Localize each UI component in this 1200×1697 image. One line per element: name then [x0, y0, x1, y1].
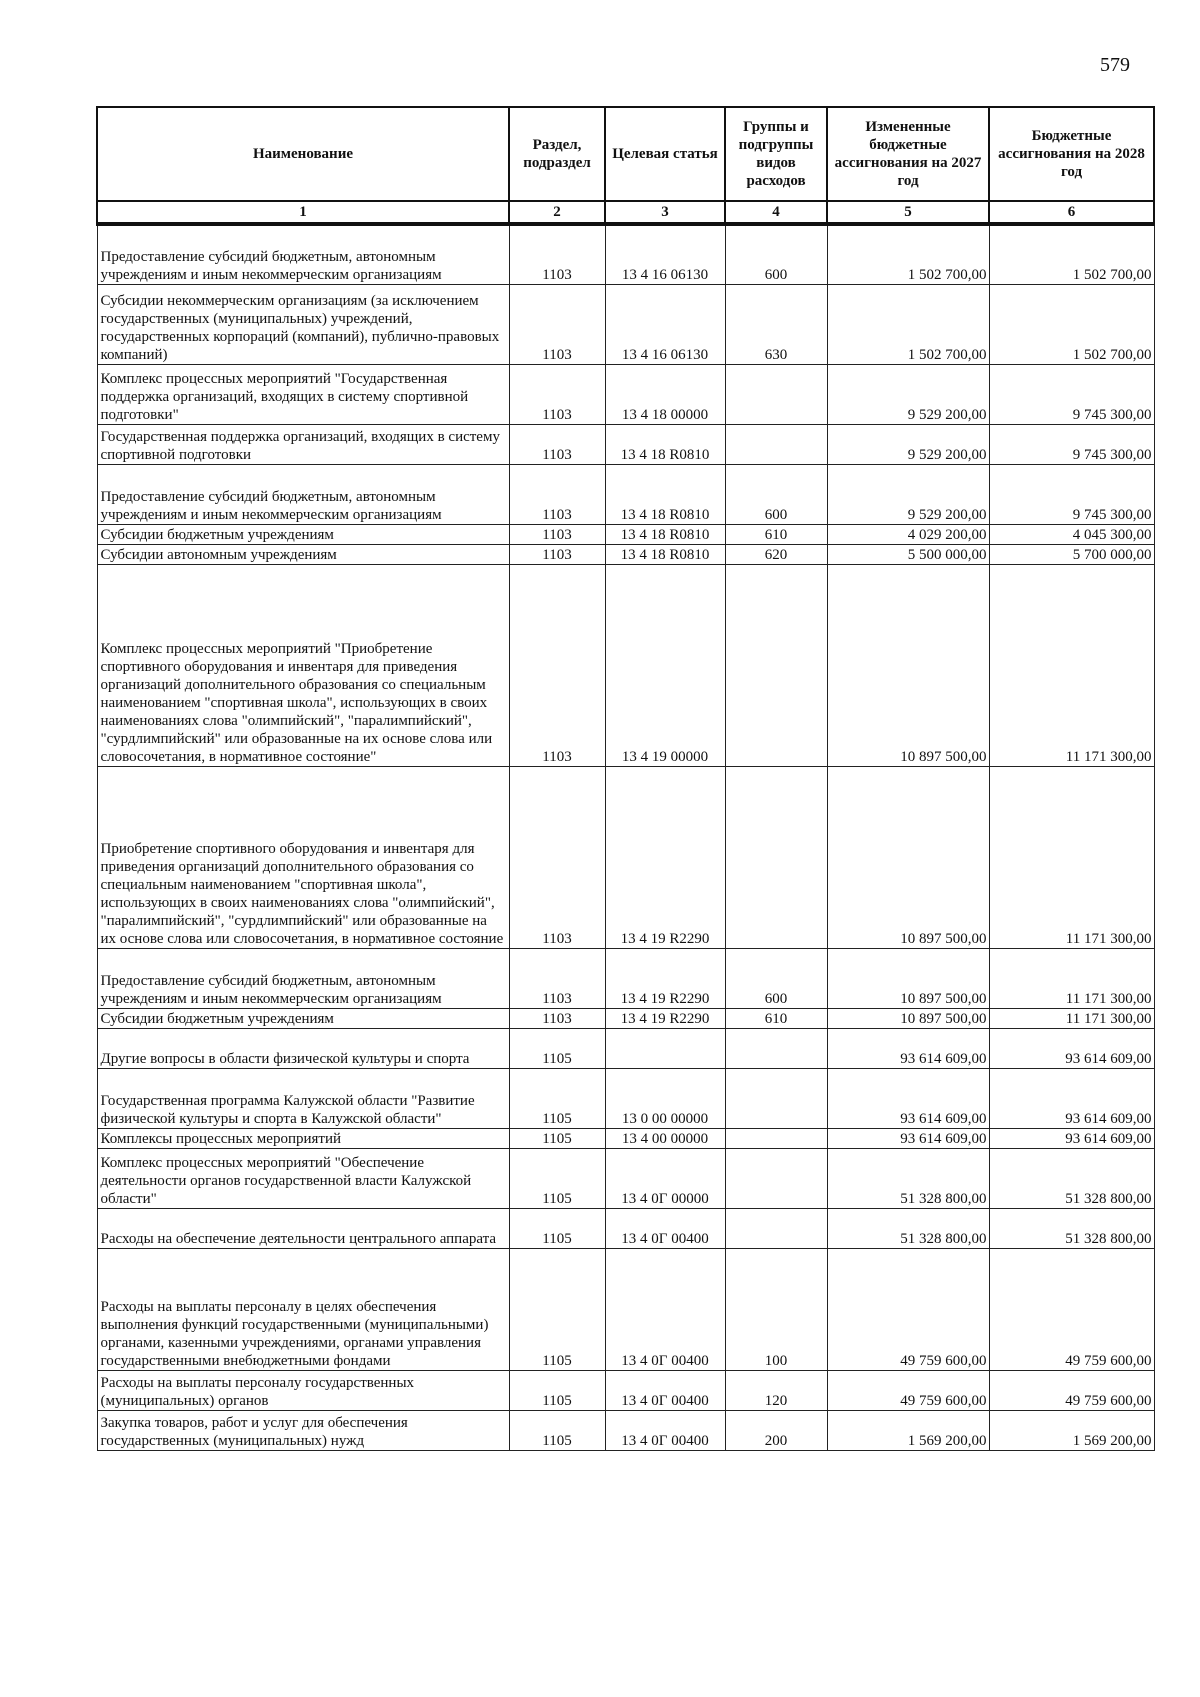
table-row [97, 544, 1154, 564]
row-razdel: 1103 [509, 544, 605, 564]
row-vid: 600 [725, 464, 827, 524]
row-amount-2028: 11 171 300,00 [989, 766, 1154, 948]
table-header [97, 107, 1154, 224]
row-statya [605, 1028, 725, 1068]
row-statya: 13 0 00 00000 [605, 1068, 725, 1128]
row-amount-2028: 9 745 300,00 [989, 364, 1154, 424]
row-name: Приобретение спортивного оборудования и инвентаря для приведения организаций дополнительного образования со специальным наименованием "спортивная школа", использующих в своих наименованиях слова "олимпийский", "паралимпийский", "сурдлимпийский" или образованные на их основе слова или словосочетания, в нормативное состояние [97, 766, 509, 948]
row-vid [725, 1028, 827, 1068]
row-razdel: 1103 [509, 424, 605, 464]
row-amount-2028: 11 171 300,00 [989, 564, 1154, 766]
row-vid: 610 [725, 1008, 827, 1028]
row-amount-2028: 49 759 600,00 [989, 1248, 1154, 1370]
row-name: Предоставление субсидий бюджетным, автономным учреждениям и иным некоммерческим организациям [97, 948, 509, 1008]
table-row [97, 464, 1154, 524]
header-number-3: 3 [605, 201, 725, 224]
row-name: Расходы на выплаты персоналу государственных (муниципальных) органов [97, 1370, 509, 1410]
table-row [97, 1208, 1154, 1248]
row-razdel: 1103 [509, 364, 605, 424]
row-name: Расходы на выплаты персоналу в целях обеспечения выполнения функций государственными (муниципальными) органами, казенными учреждениями, органами управления государственными внебюджетными фондами [97, 1248, 509, 1370]
row-amount-2027: 10 897 500,00 [827, 1008, 989, 1028]
row-amount-2027: 10 897 500,00 [827, 564, 989, 766]
header-number-2: 2 [509, 201, 605, 224]
row-razdel: 1105 [509, 1370, 605, 1410]
table-row [97, 1370, 1154, 1410]
row-vid [725, 1068, 827, 1128]
header-razdel: Раздел, подраздел [509, 107, 605, 201]
table-row [97, 948, 1154, 1008]
row-statya: 13 4 18 R0810 [605, 424, 725, 464]
row-vid: 600 [725, 224, 827, 284]
table-body [97, 224, 1154, 1450]
row-vid: 610 [725, 524, 827, 544]
row-amount-2027: 9 529 200,00 [827, 364, 989, 424]
row-statya: 13 4 18 R0810 [605, 524, 725, 544]
header-number-5: 5 [827, 201, 989, 224]
row-amount-2027: 93 614 609,00 [827, 1068, 989, 1128]
row-amount-2027: 10 897 500,00 [827, 948, 989, 1008]
row-statya: 13 4 19 R2290 [605, 1008, 725, 1028]
row-vid [725, 1128, 827, 1148]
row-vid [725, 564, 827, 766]
row-amount-2028: 1 502 700,00 [989, 284, 1154, 364]
row-vid: 100 [725, 1248, 827, 1370]
row-amount-2027: 51 328 800,00 [827, 1148, 989, 1208]
row-vid [725, 364, 827, 424]
table-row [97, 1028, 1154, 1068]
header-number-4: 4 [725, 201, 827, 224]
header-number-1: 1 [97, 201, 509, 224]
row-statya: 13 4 0Г 00400 [605, 1248, 725, 1370]
table-row [97, 364, 1154, 424]
row-statya: 13 4 0Г 00400 [605, 1410, 725, 1450]
row-name: Комплексы процессных мероприятий [97, 1128, 509, 1148]
row-amount-2028: 93 614 609,00 [989, 1028, 1154, 1068]
row-razdel: 1103 [509, 224, 605, 284]
row-vid: 600 [725, 948, 827, 1008]
row-statya: 13 4 0Г 00400 [605, 1208, 725, 1248]
row-name: Субсидии бюджетным учреждениям [97, 524, 509, 544]
row-amount-2028: 51 328 800,00 [989, 1208, 1154, 1248]
header-name: Наименование [97, 107, 509, 201]
row-vid [725, 1208, 827, 1248]
row-name: Предоставление субсидий бюджетным, автономным учреждениям и иным некоммерческим организациям [97, 464, 509, 524]
header-vid: Группы и подгруппы видов расходов [725, 107, 827, 201]
page-number: 579 [1100, 54, 1130, 76]
table-row [97, 1128, 1154, 1148]
row-name: Закупка товаров, работ и услуг для обеспечения государственных (муниципальных) нужд [97, 1410, 509, 1450]
row-amount-2027: 49 759 600,00 [827, 1370, 989, 1410]
row-amount-2027: 9 529 200,00 [827, 424, 989, 464]
row-amount-2028: 5 700 000,00 [989, 544, 1154, 564]
row-amount-2027: 1 569 200,00 [827, 1410, 989, 1450]
table-row [97, 1248, 1154, 1370]
row-razdel: 1103 [509, 1008, 605, 1028]
row-amount-2027: 9 529 200,00 [827, 464, 989, 524]
header-number-6: 6 [989, 201, 1154, 224]
table-row [97, 564, 1154, 766]
row-amount-2027: 1 502 700,00 [827, 284, 989, 364]
row-statya: 13 4 19 R2290 [605, 766, 725, 948]
budget-table [96, 106, 1155, 1451]
table-row [97, 1008, 1154, 1028]
row-name: Расходы на обеспечение деятельности центрального аппарата [97, 1208, 509, 1248]
row-amount-2028: 93 614 609,00 [989, 1128, 1154, 1148]
row-name: Комплекс процессных мероприятий "Государственная поддержка организаций, входящих в систему спортивной подготовки" [97, 364, 509, 424]
row-name: Государственная программа Калужской области "Развитие физической культуры и спорта в Калужской области" [97, 1068, 509, 1128]
row-name: Комплекс процессных мероприятий "Приобретение спортивного оборудования и инвентаря для приведения организаций дополнительного образования со специальным наименованием "спортивная школа", использующих в своих наименованиях слова "олимпийский", "паралимпийский", "сурдлимпийский" или образованные на их основе слова или словосочетания, в нормативное состояние" [97, 564, 509, 766]
row-statya: 13 4 18 R0810 [605, 464, 725, 524]
row-amount-2028: 4 045 300,00 [989, 524, 1154, 544]
row-amount-2027: 1 502 700,00 [827, 224, 989, 284]
row-vid: 200 [725, 1410, 827, 1450]
table-row [97, 1068, 1154, 1128]
row-razdel: 1105 [509, 1128, 605, 1148]
row-amount-2028: 49 759 600,00 [989, 1370, 1154, 1410]
table-row [97, 1148, 1154, 1208]
row-razdel: 1105 [509, 1068, 605, 1128]
row-vid [725, 424, 827, 464]
row-amount-2027: 4 029 200,00 [827, 524, 989, 544]
row-razdel: 1105 [509, 1028, 605, 1068]
row-name: Государственная поддержка организаций, входящих в систему спортивной подготовки [97, 424, 509, 464]
row-amount-2028: 1 569 200,00 [989, 1410, 1154, 1450]
row-vid: 630 [725, 284, 827, 364]
header-statya: Целевая статья [605, 107, 725, 201]
row-statya: 13 4 16 06130 [605, 284, 725, 364]
budget-table-wrapper [96, 106, 1155, 1451]
row-name: Субсидии автономным учреждениям [97, 544, 509, 564]
row-statya: 13 4 19 00000 [605, 564, 725, 766]
row-name: Комплекс процессных мероприятий "Обеспечение деятельности органов государственной власти Калужской области" [97, 1148, 509, 1208]
row-statya: 13 4 18 R0810 [605, 544, 725, 564]
table-row [97, 284, 1154, 364]
table-row [97, 224, 1154, 284]
row-amount-2028: 9 745 300,00 [989, 424, 1154, 464]
row-razdel: 1103 [509, 564, 605, 766]
row-amount-2027: 5 500 000,00 [827, 544, 989, 564]
row-name: Другие вопросы в области физической культуры и спорта [97, 1028, 509, 1068]
table-row [97, 766, 1154, 948]
row-statya: 13 4 16 06130 [605, 224, 725, 284]
row-statya: 13 4 00 00000 [605, 1128, 725, 1148]
row-amount-2027: 49 759 600,00 [827, 1248, 989, 1370]
row-statya: 13 4 18 00000 [605, 364, 725, 424]
row-vid [725, 1148, 827, 1208]
row-razdel: 1105 [509, 1208, 605, 1248]
row-vid: 120 [725, 1370, 827, 1410]
row-razdel: 1105 [509, 1410, 605, 1450]
table-row [97, 524, 1154, 544]
table-row [97, 424, 1154, 464]
header-2028: Бюджетные ассигнования на 2028 год [989, 107, 1154, 201]
row-statya: 13 4 0Г 00000 [605, 1148, 725, 1208]
row-amount-2027: 93 614 609,00 [827, 1128, 989, 1148]
row-razdel: 1103 [509, 284, 605, 364]
row-razdel: 1103 [509, 766, 605, 948]
row-statya: 13 4 19 R2290 [605, 948, 725, 1008]
row-amount-2027: 93 614 609,00 [827, 1028, 989, 1068]
row-amount-2028: 51 328 800,00 [989, 1148, 1154, 1208]
row-amount-2027: 51 328 800,00 [827, 1208, 989, 1248]
row-razdel: 1103 [509, 524, 605, 544]
row-amount-2027: 10 897 500,00 [827, 766, 989, 948]
row-amount-2028: 1 502 700,00 [989, 224, 1154, 284]
row-razdel: 1105 [509, 1148, 605, 1208]
table-row [97, 1410, 1154, 1450]
row-razdel: 1103 [509, 948, 605, 1008]
row-amount-2028: 11 171 300,00 [989, 948, 1154, 1008]
row-name: Предоставление субсидий бюджетным, автономным учреждениям и иным некоммерческим организациям [97, 224, 509, 284]
row-razdel: 1103 [509, 464, 605, 524]
row-name: Субсидии бюджетным учреждениям [97, 1008, 509, 1028]
header-2027: Измененные бюджетные ассигнования на 2027 год [827, 107, 989, 201]
row-vid: 620 [725, 544, 827, 564]
row-amount-2028: 11 171 300,00 [989, 1008, 1154, 1028]
row-razdel: 1105 [509, 1248, 605, 1370]
row-amount-2028: 93 614 609,00 [989, 1068, 1154, 1128]
row-amount-2028: 9 745 300,00 [989, 464, 1154, 524]
row-statya: 13 4 0Г 00400 [605, 1370, 725, 1410]
row-vid [725, 766, 827, 948]
row-name: Субсидии некоммерческим организациям (за исключением государственных (муниципальных) учреждений, государственных корпораций (компаний), публично-правовых компаний) [97, 284, 509, 364]
